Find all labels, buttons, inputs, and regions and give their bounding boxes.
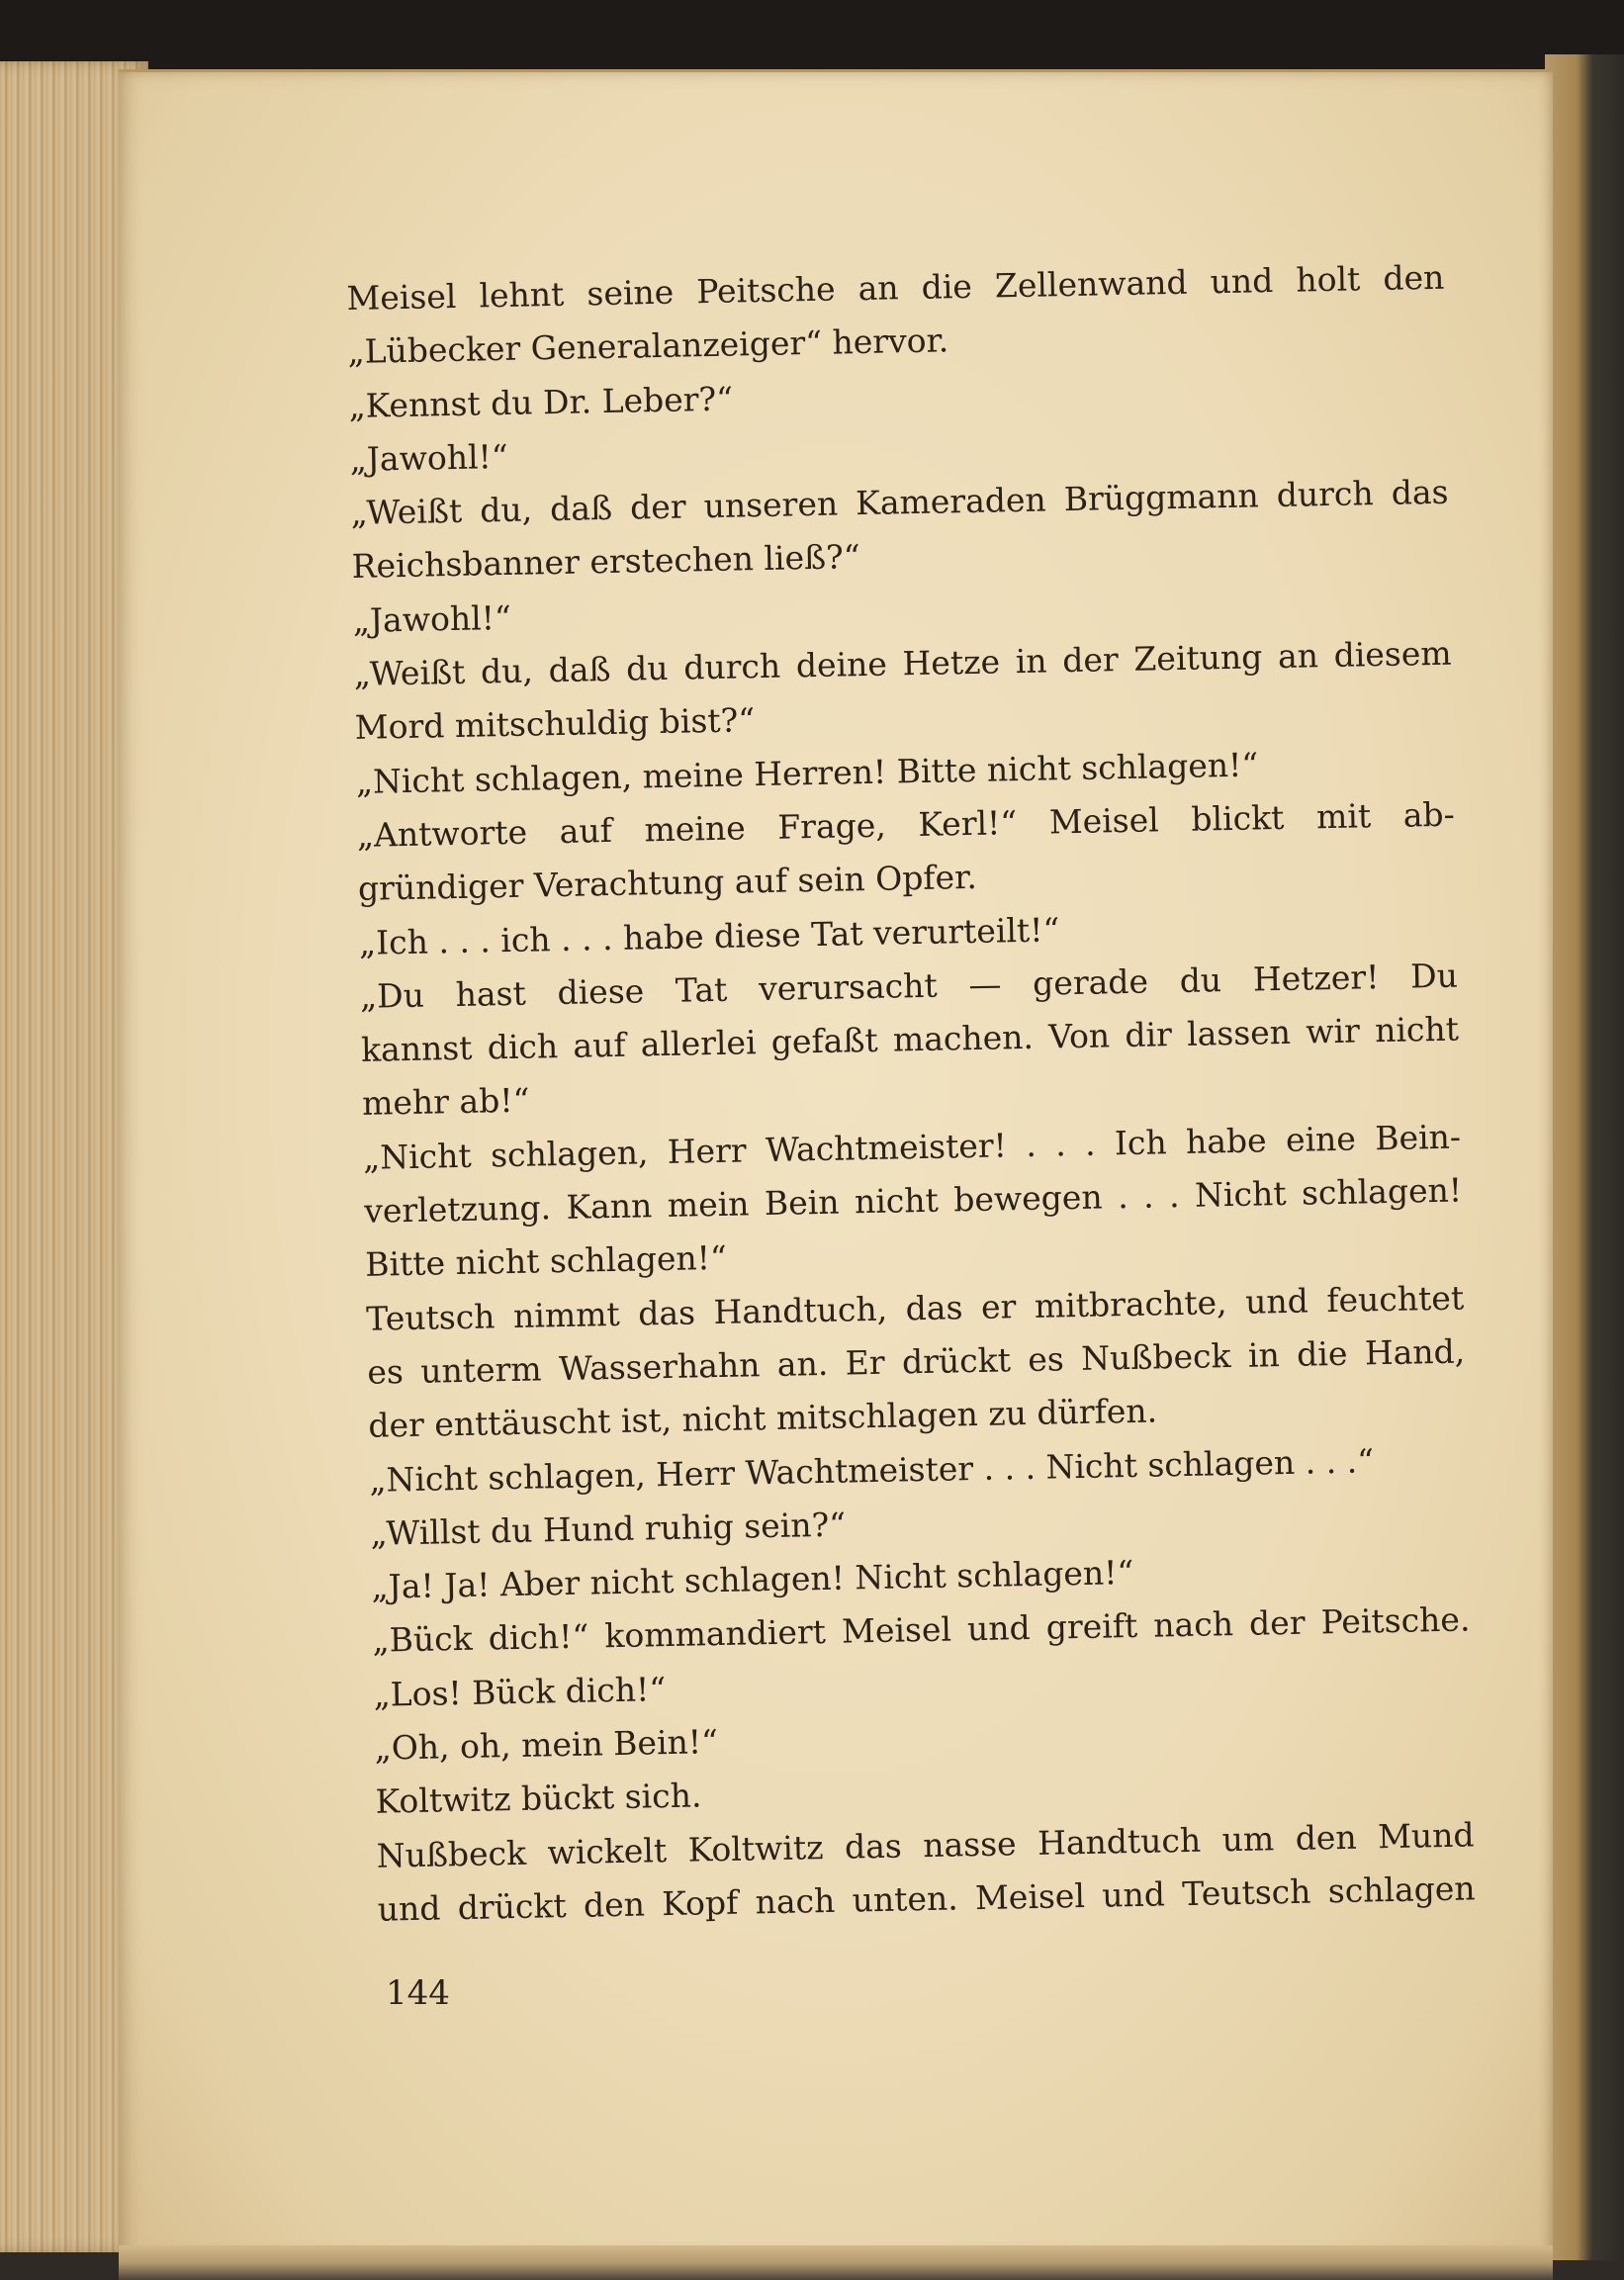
text-line: kannst dich auf allerlei gefaßt machen. Von dir lassen wir nicht bbox=[360, 1009, 1460, 1070]
text-line: Koltwitz bückt sich. bbox=[375, 1776, 702, 1822]
text-line: „Ich . . . ich . . . habe diese Tat verurteilt!“ bbox=[358, 909, 1060, 962]
text-line: der enttäuscht ist, nicht mitschlagen zu dürfen. bbox=[368, 1391, 1158, 1446]
text-line: „Oh, oh, mein Bein!“ bbox=[374, 1722, 719, 1768]
text-line: gründiger Verachtung auf sein Opfer. bbox=[357, 858, 978, 909]
text-line: „Jawohl!“ bbox=[352, 597, 512, 640]
scanner-background bbox=[0, 0, 1624, 69]
text-line: „Du hast diese Tat verursacht — gerade du Hetzer! Du bbox=[359, 956, 1459, 1016]
body-text bbox=[346, 251, 1476, 1937]
text-line: Meisel lehnt seine Peitsche an die Zellenwand und holt den bbox=[346, 257, 1445, 318]
page-top-edge bbox=[119, 69, 1553, 72]
book-cover-edge bbox=[1545, 54, 1624, 2260]
page-bottom-edge bbox=[119, 2245, 1553, 2280]
text-line: „Weißt du, daß du durch deine Hetze in der Zeitung an diesem bbox=[353, 633, 1452, 693]
text-line: „Nicht schlagen, meine Herren! Bitte nicht schlagen!“ bbox=[355, 745, 1259, 801]
text-line: es unterm Wasserhahn an. Er drückt es Nußbeck in die Hand, bbox=[366, 1331, 1466, 1392]
text-line: mehr ab!“ bbox=[361, 1081, 530, 1124]
text-line: „Weißt du, daß der unseren Kameraden Brüggmann durch das bbox=[350, 472, 1449, 533]
text-line: Mord mitschuldig bist?“ bbox=[354, 700, 756, 748]
page-number: 144 bbox=[386, 1973, 450, 2013]
text-line: „Ja! Ja! Aber nicht schlagen! Nicht schlagen!“ bbox=[371, 1553, 1134, 1606]
text-line: Nußbeck wickelt Koltwitz das nasse Handtuch um den Mund bbox=[376, 1815, 1475, 1875]
text-line: „Los! Bück dich!“ bbox=[373, 1669, 667, 1714]
text-line: „Willst du Hund ruhig sein?“ bbox=[370, 1505, 847, 1553]
text-line: Teutsch nimmt das Handtuch, das er mitbrachte, und feuchtet bbox=[365, 1278, 1465, 1338]
text-line: Bitte nicht schlagen!“ bbox=[364, 1238, 728, 1285]
text-line: „Bück dich!“ kommandiert Meisel und greift nach der Peitsche. bbox=[372, 1599, 1471, 1661]
text-line: „Nicht schlagen, Herr Wachtmeister! . . . Ich habe eine Bein- bbox=[362, 1117, 1462, 1177]
text-line: „Kennst du Dr. Leber?“ bbox=[348, 379, 734, 425]
text-line: und drückt den Kopf nach unten. Meisel und Teutsch schlagen bbox=[377, 1869, 1476, 1929]
text-line: Reichsbanner erstechen ließ?“ bbox=[351, 537, 860, 587]
text-line: „Lübecker Generalanzeiger“ hervor. bbox=[347, 320, 949, 372]
text-line: verletzung. Kann mein Bein nicht bewegen . . . Nicht schlagen! bbox=[363, 1170, 1463, 1231]
text-line: „Antworte auf meine Frage, Kerl!“ Meisel blickt mit ab- bbox=[356, 794, 1456, 855]
text-line: „Jawohl!“ bbox=[349, 436, 509, 479]
text-line: „Nicht schlagen, Herr Wachtmeister . . . Nicht schlagen . . .“ bbox=[369, 1440, 1375, 1500]
